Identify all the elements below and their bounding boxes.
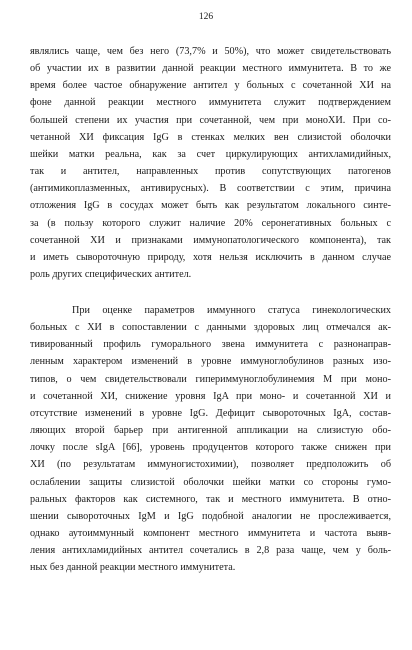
text-line: являлись чаще, чем без него (73,7% и 50%), что может свидетельствовать (30, 46, 391, 57)
text-line: сочетанной ХИ и признаками иммунопатологического компонента), так (30, 234, 391, 246)
text-line: ослаблении защиты слизистой оболочки шейки матки со стороны гумо- (30, 476, 391, 488)
text-line: и иметь сывороточную природу, хотя нельзя исключить в данном случае (30, 251, 391, 263)
text-line: шении сывороточных IgM и IgG подобной аналогии не прослеживается, (30, 510, 391, 522)
text-line: так и антител, направленных против сопутствующих патогенов (30, 166, 391, 178)
text-line: ляющих второй барьер при антигенной аппликации на слизистую обо- (30, 425, 391, 437)
paragraph-1 (30, 43, 391, 283)
text-line: ральных факторов как системного, так и местного иммунитета. В отно- (30, 493, 391, 505)
text-line: за (в пользу которого служит наличие 20% серонегативных больных с (30, 217, 391, 229)
text-line: время более частое обнаружение антител у больных с сочетанной ХИ на (30, 80, 391, 92)
text-line: фоне данной реакции местного иммунитета служит подтверждением (30, 97, 391, 109)
text-line: ных без данной реакции местного иммунитета. (30, 562, 236, 574)
text-line: лочку после sIgA [66], уровень продуцентов которого также снижен при (30, 442, 391, 454)
text-line: об участии их в развитии данной реакции местного иммунитета. В то же (30, 63, 391, 75)
text-line: (антимикоплазменных, антивирусных). В соответствии с этим, причина (30, 183, 391, 195)
paragraph-2 (30, 302, 391, 577)
text-line: роль других специфических антител. (30, 269, 192, 281)
text-line: четанной ХИ фиксация IgG в стенках мелких вен слизистой оболочки (30, 131, 391, 143)
page-number: 126 (198, 12, 214, 22)
text-line: отложения IgG в сосудах может быть как результатом локального синте- (30, 200, 391, 212)
text-line: и сочетанной ХИ, снижение уровня IgA при моно- и сочетанной ХИ и (30, 390, 391, 402)
text-line: больных с ХИ в сопоставлении с данными здоровых лиц отмечался ак- (30, 322, 391, 334)
text-line: тивированный профиль гуморального звена иммунитета с разнонаправ- (30, 339, 391, 351)
text-line: шейки матки реальна, как за счет циркулирующих антихламидийных, (30, 148, 391, 160)
text-line: типов, о чем свидетельствовали гипериммуноглобулинемия М при моно- (30, 373, 391, 385)
text-line: ления антихламидийных антител сочетались в 2,8 раза чаще, чем у боль- (30, 545, 391, 557)
text-line: большей степени их участия при сочетанной, чем при моноХИ. При со- (30, 114, 391, 126)
text-line: ленным характером изменений в уровне иммуноглобулинов разных изо- (30, 356, 391, 368)
text-line: ХИ (по результатам иммуногистохимии), позволяет предположить об (30, 459, 391, 471)
text-line: однако аутоиммунный компонент местного иммунитета и частота выяв- (30, 528, 391, 540)
text-line: отсутствие изменений в уровне IgG. Дефицит сывороточных IgA, состав- (30, 407, 391, 419)
text-line: При оценке параметров иммунного статуса гинекологических (72, 305, 391, 316)
